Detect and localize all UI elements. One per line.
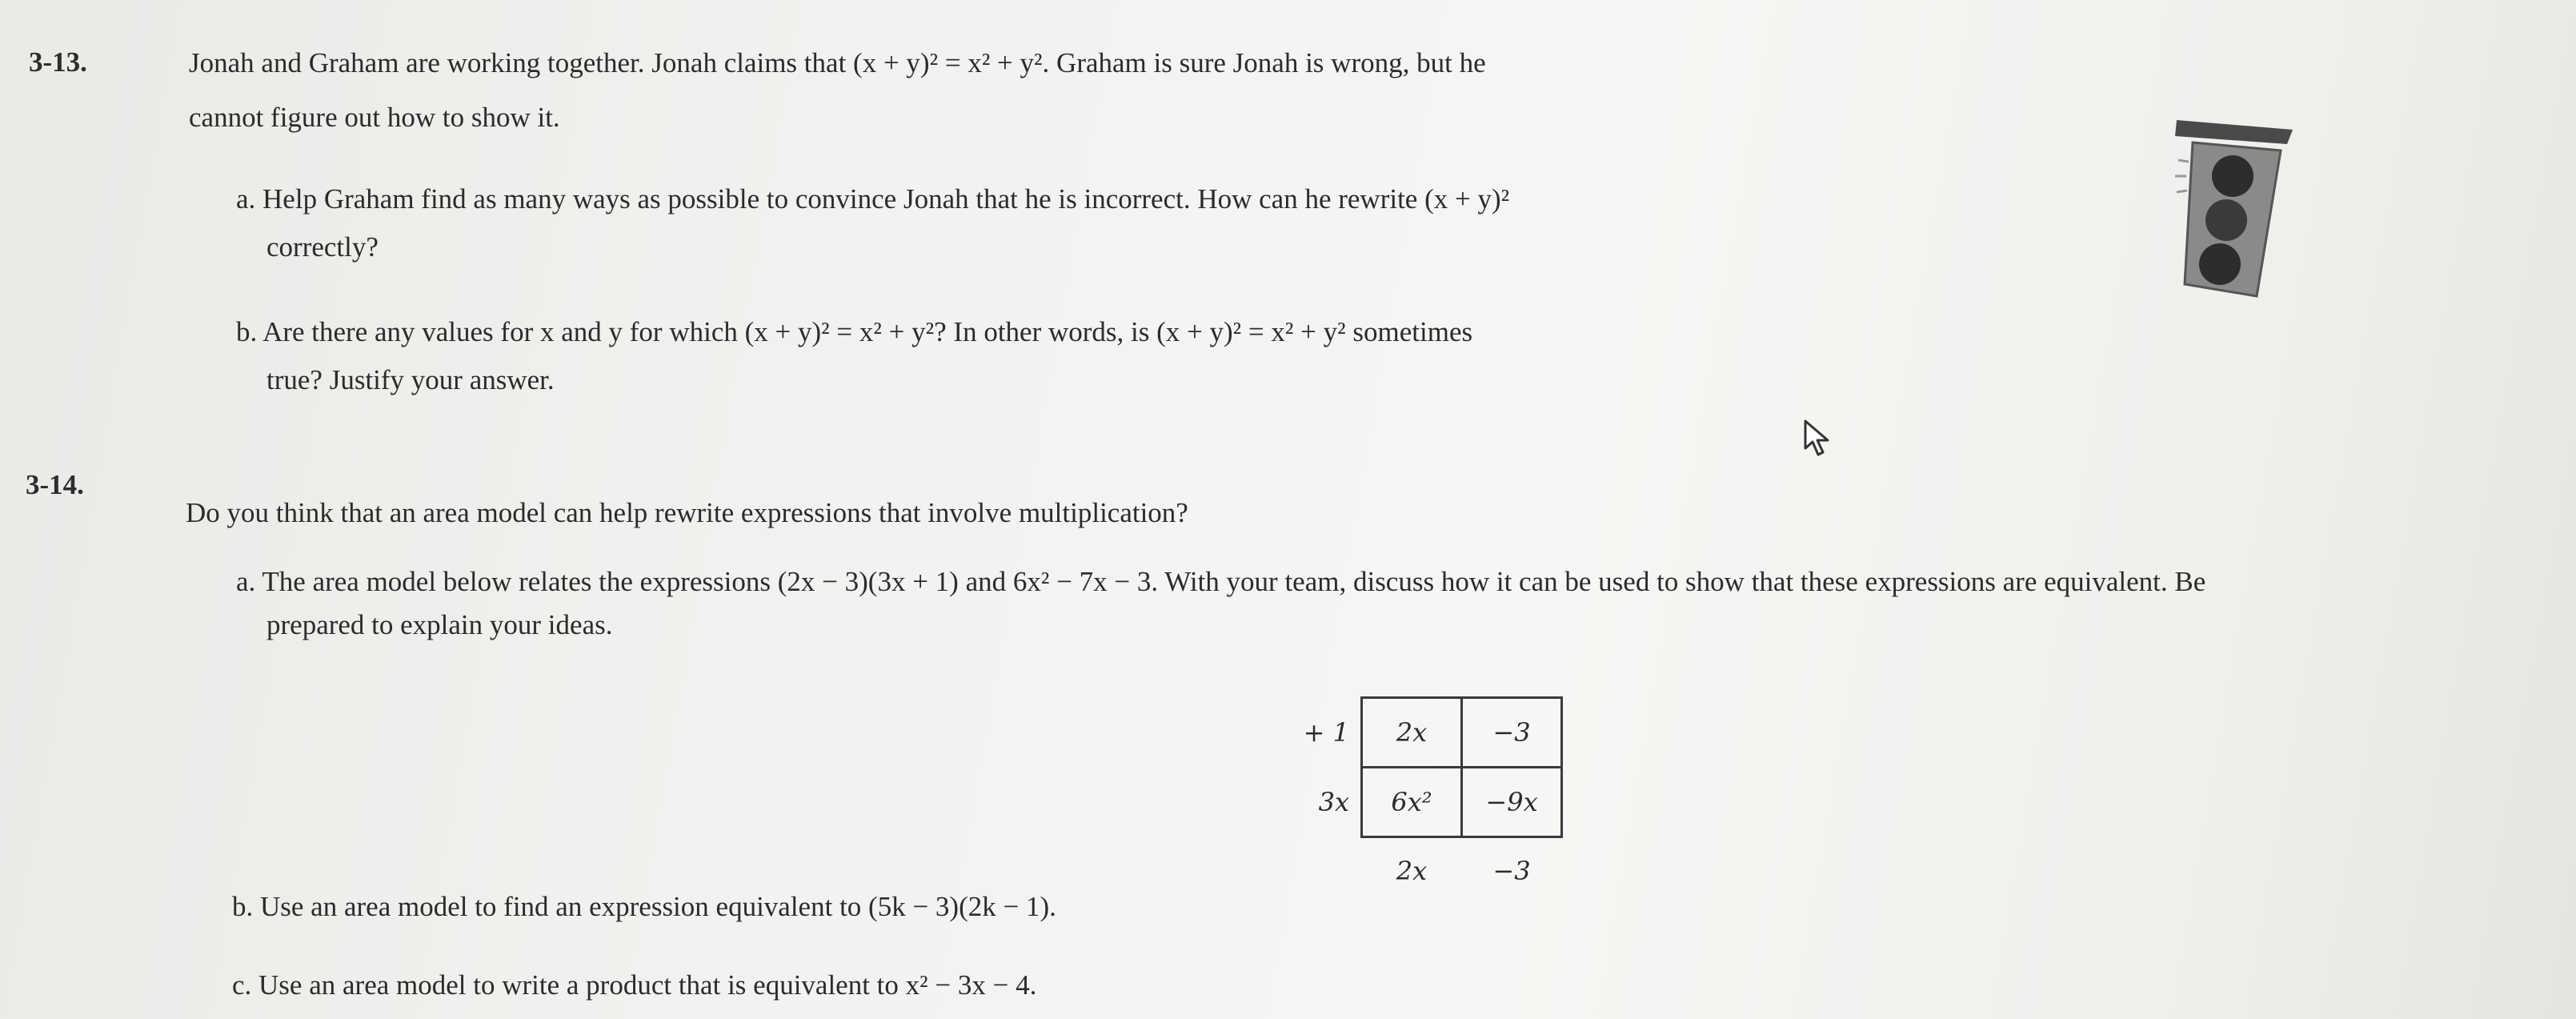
area-model-cell: 2x xyxy=(1362,698,1462,768)
area-model-cell: −9x xyxy=(1462,768,1562,837)
problem-3-14-part-c: c. Use an area model to write a product that is equivalent to x² − 3x − 4. xyxy=(232,969,1037,1001)
area-model-cell: 6x² xyxy=(1362,768,1462,837)
problem-3-14-part-a-line2: prepared to explain your ideas. xyxy=(266,609,613,640)
mouse-cursor-icon xyxy=(1802,418,1834,458)
problem-3-14-part-a-line1: a. The area model below relates the expressions (2x − 3)(3x + 1) and 6x² − 7x − 3. With your team, discuss how it can be used to show that these expressions are equivalent. Be xyxy=(236,566,2206,597)
problem-3-13-part-b-line2: true? Justify your answer. xyxy=(266,364,555,395)
area-model-grid xyxy=(1276,696,1563,904)
area-model-column-label: −3 xyxy=(1492,856,1531,886)
problem-number-3-14: 3-14. xyxy=(26,469,84,500)
problem-3-13-intro-line1: Jonah and Graham are working together. Jonah claims that (x + y)² = x² + y². Graham is sure Jonah is wrong, but he xyxy=(189,47,1486,78)
area-model xyxy=(1276,696,1563,904)
problem-3-14-part-b: b. Use an area model to find an expression equivalent to (5k − 3)(2k − 1). xyxy=(232,891,1056,922)
problem-number-3-13: 3-13. xyxy=(29,46,87,78)
area-model-cell: −3 xyxy=(1462,698,1562,768)
traffic-light-icon xyxy=(2161,112,2297,304)
area-model-row-label: 3x xyxy=(1318,787,1349,817)
problem-3-13-part-a-line1: a. Help Graham find as many ways as possible to convince Jonah that he is incorrect. How can he rewrite (x + y)² xyxy=(236,183,1510,215)
problem-3-13-intro-line2: cannot figure out how to show it. xyxy=(189,102,560,133)
problem-3-13-part-b-line1: b. Are there any values for x and y for which (x + y)² = x² + y²? In other words, is (x + y)² = x² + y² sometimes xyxy=(236,316,1473,347)
problem-3-13-part-a-line2: correctly? xyxy=(266,231,379,263)
problem-3-14-intro: Do you think that an area model can help rewrite expressions that involve multiplication? xyxy=(186,497,1188,528)
area-model-row-label: + 1 xyxy=(1303,717,1349,748)
area-model-column-label: 2x xyxy=(1396,856,1428,886)
